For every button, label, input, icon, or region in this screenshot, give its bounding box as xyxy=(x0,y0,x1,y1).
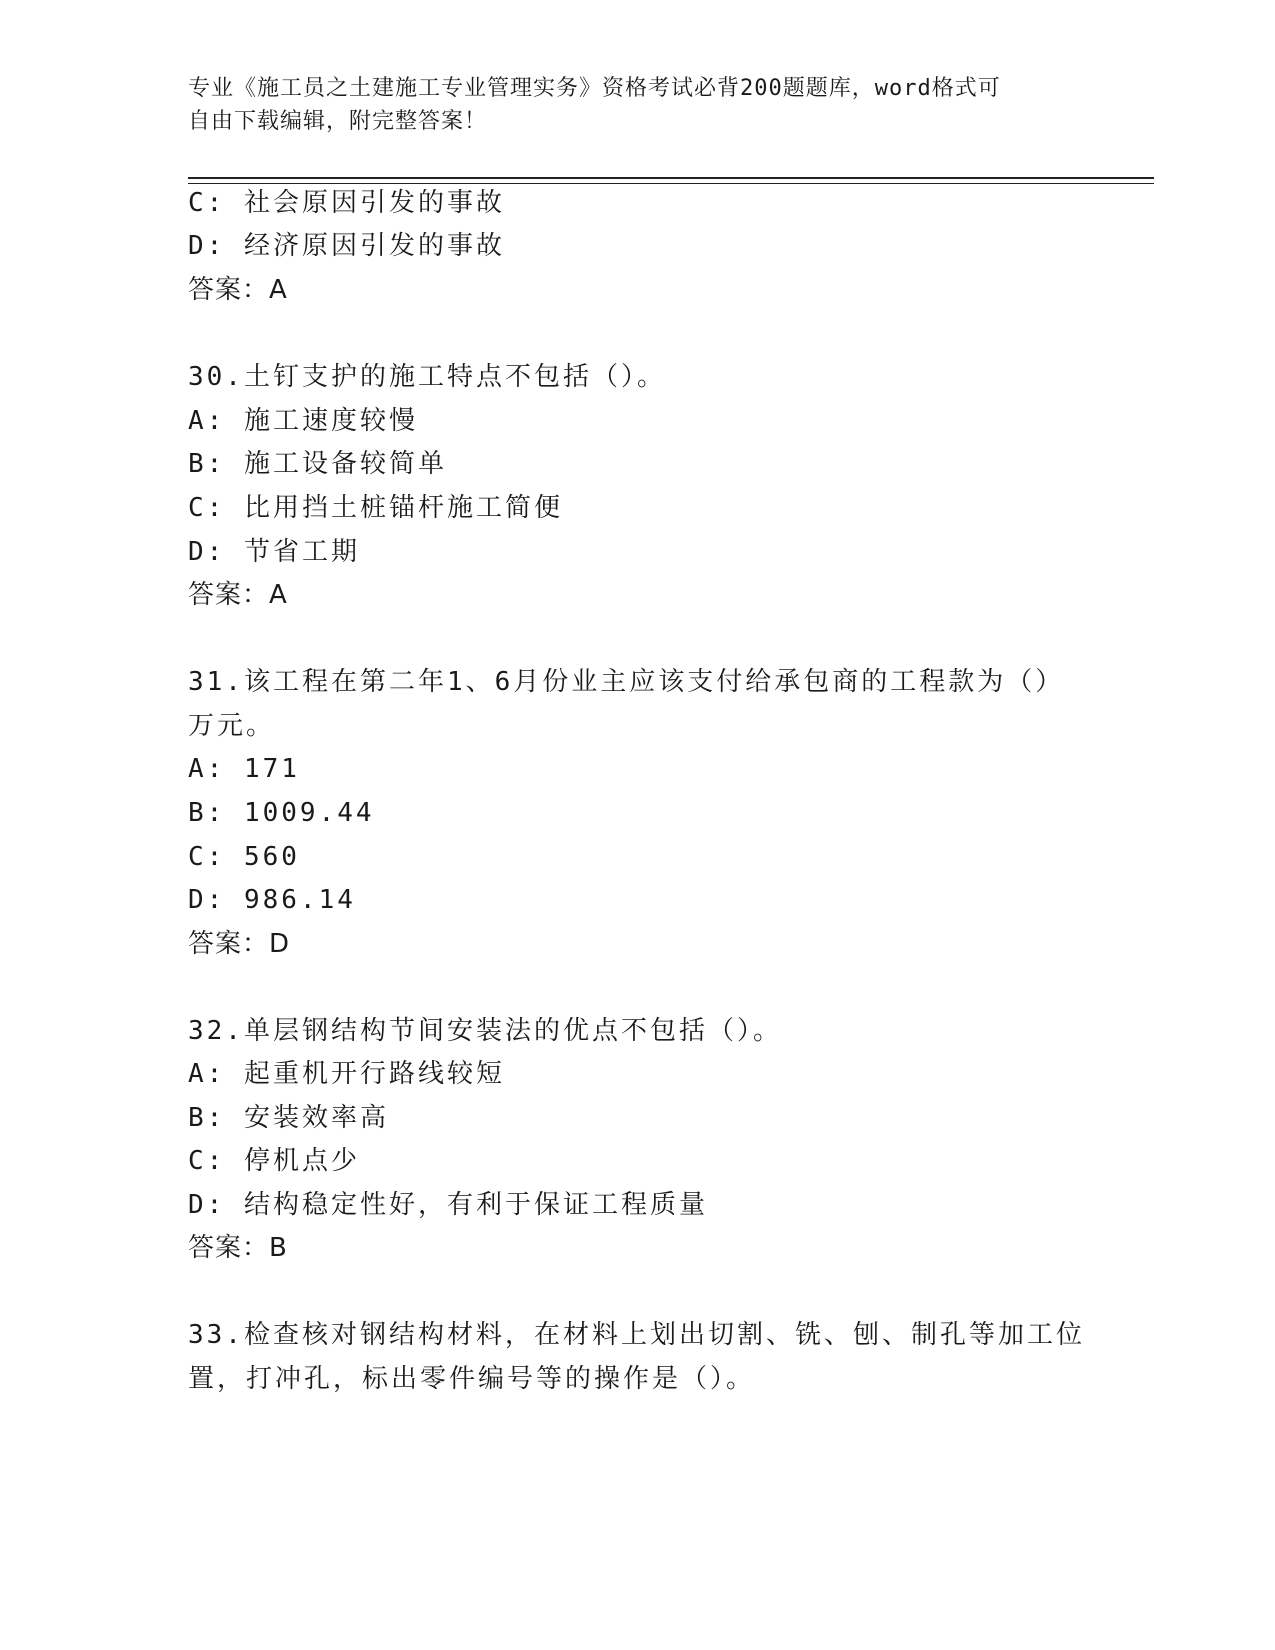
question-30-option-c: C: 比用挡土桩锚杆施工简便 xyxy=(188,493,563,523)
question-31-stem-line-1: 31.该工程在第二年1、6月份业主应该支付给承包商的工程款为（） xyxy=(188,667,1065,697)
header-divider-thin xyxy=(188,183,1154,184)
document-header xyxy=(188,72,1068,138)
question-32-answer: 答案：B xyxy=(188,1233,288,1263)
question-31-answer: 答案：D xyxy=(188,929,291,959)
question-30-option-b: B: 施工设备较简单 xyxy=(188,449,447,479)
question-33-stem-line-2: 置，打冲孔，标出零件编号等的操作是（）。 xyxy=(188,1364,756,1394)
question-30-stem: 30.土钉支护的施工特点不包括（）。 xyxy=(188,362,666,392)
question-31-option-a: A: 171 xyxy=(188,754,300,784)
question-33-stem-line-1: 33.检查核对钢结构材料，在材料上划出切割、铣、刨、制孔等加工位 xyxy=(188,1320,1085,1350)
header-line-1: 专业《施工员之土建施工专业管理实务》资格考试必背200题题库，word格式可 xyxy=(188,76,1001,101)
question-32-option-a: A: 起重机开行路线较短 xyxy=(188,1059,505,1089)
question-31-option-d: D: 986.14 xyxy=(188,885,356,915)
question-32-option-d: D: 结构稳定性好，有利于保证工程质量 xyxy=(188,1190,708,1220)
question-31-stem-line-2: 万元。 xyxy=(188,711,276,741)
question-32-option-b: B: 安装效率高 xyxy=(188,1103,389,1133)
header-line-2: 自由下载编辑，附完整答案！ xyxy=(188,109,488,134)
document-page xyxy=(188,0,1154,1650)
question-31-option-c: C: 560 xyxy=(188,842,300,872)
question-31-option-b: B: 1009.44 xyxy=(188,798,375,828)
option-c: C: 社会原因引发的事故 xyxy=(188,188,505,218)
question-30-option-d: D: 节省工期 xyxy=(188,537,360,567)
question-30-answer: 答案：A xyxy=(188,580,288,610)
question-32-option-c: C: 停机点少 xyxy=(188,1146,360,1176)
answer-line: 答案：A xyxy=(188,275,288,305)
question-32-stem: 32.单层钢结构节间安装法的优点不包括（）。 xyxy=(188,1016,782,1046)
option-d: D: 经济原因引发的事故 xyxy=(188,231,505,261)
header-divider-thick xyxy=(188,177,1154,179)
question-30-option-a: A: 施工速度较慢 xyxy=(188,406,418,436)
